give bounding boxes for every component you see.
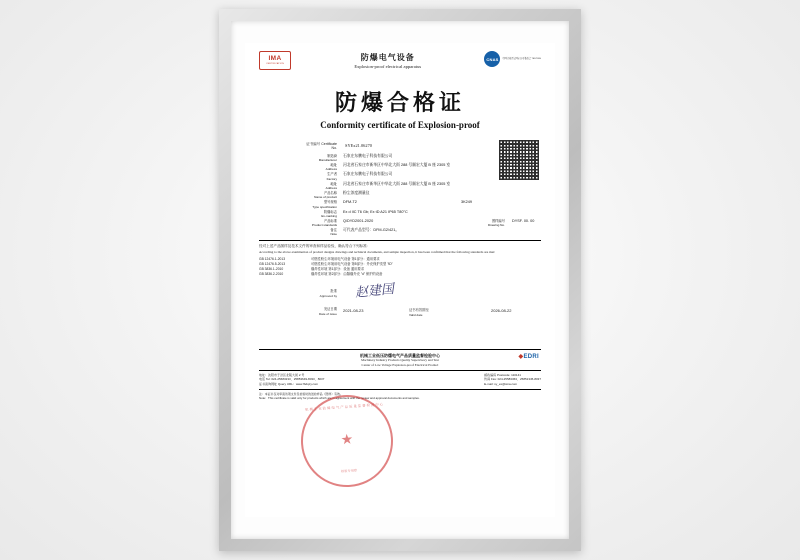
header-title-block [291, 51, 484, 70]
issuer-name-cn: 机械工业低压防爆电气产品质量监督检验中心 [360, 353, 440, 359]
drawing-no-value: DYSF. 00. 00 [512, 218, 535, 223]
standard-item [259, 272, 541, 277]
cnas-logo-mark: CNAS [484, 51, 500, 67]
field-product-standards [259, 219, 541, 227]
cnas-logo-text: 中国合格评定国家认可委员会 TESTING [502, 57, 541, 60]
ima-logo-subtext: CERTIFICATION [266, 63, 284, 66]
approval-label [299, 289, 337, 297]
valid-date-value: 2026-08-22 [491, 308, 512, 314]
field-label [259, 210, 341, 218]
seal-star-icon: ★ [340, 430, 354, 448]
valid-date-label-cn: 证书有效期至 [409, 308, 429, 313]
standard-code: GB 3836.2-2010 [259, 271, 284, 276]
approval-row [259, 281, 541, 307]
field-label [259, 200, 341, 208]
frame-inner-mat [231, 21, 569, 539]
issue-date-value: 2021-08-23 [343, 308, 364, 314]
field-label [259, 228, 341, 236]
field-label [259, 191, 341, 199]
field-value: 可代表产品型号：DFM-G2/421。 [343, 228, 400, 233]
standard-code: GB 3836.1-2010 [259, 266, 284, 271]
field-label-en: Name of product [314, 195, 337, 200]
certificate-number-row [259, 142, 541, 152]
footer-note-en: Note：This certificate is valid only for products which are in agreement with the review and approval documents and samples. [259, 396, 420, 401]
field-value: 石家庄东鹏电子科技有限公司 [343, 172, 393, 177]
standard-code: GB 12476.1-2013 [259, 257, 286, 262]
contact-block [259, 370, 541, 386]
field-value-right: 3K249 [461, 200, 472, 205]
field-label-en: Factory [326, 176, 337, 181]
drawing-no-label [461, 219, 509, 227]
field-value [341, 219, 541, 227]
field-factory-address [259, 182, 541, 190]
field-label-cn: 地址 [330, 163, 337, 168]
issuer-name-en-line2: Center of Low Voltage Explosion-proof Electrical Product [361, 362, 439, 367]
field-value-left: Q/DYD2001-2020 [343, 218, 374, 223]
header-title-cn: 防爆电气设备 [360, 53, 415, 62]
divider [259, 240, 541, 241]
standard-text: 可燃性粉尘环境用电气设备 第1部分：通用要求 [311, 257, 380, 262]
standard-text: 可燃性粉尘环境用电气设备 第5部分：外壳保护类型 "tD" [311, 262, 393, 267]
approver-signature: 赵建国 [354, 281, 395, 301]
field-type-specification [259, 200, 541, 208]
field-value-left: DFM-T2 [343, 200, 357, 205]
field-label-en: Type specification [312, 204, 337, 209]
footer-note-cn: 注：本证书仅对审查该项文件及检验时的送检样品（图样）有效。 [259, 391, 343, 396]
field-value: 粉尘浓度测量仪 [343, 190, 370, 195]
issue-date-label-en: Date of issue [318, 311, 337, 316]
contact-email[interactable]: E-mail: sy_ex@sina.com [484, 381, 518, 386]
standard-code: GB 12476.5-2013 [259, 262, 286, 267]
contact-left-column [259, 373, 324, 386]
field-value: 石家庄东鹏电子科技有限公司 [343, 153, 393, 158]
field-label-en: Product standards [311, 223, 337, 228]
seal-ring-text: 机械工业防爆电气产品质量监督检测中心 [305, 402, 385, 412]
edri-logo-icon: ◆EDRI [518, 354, 539, 361]
field-label-cn: 产品名称 [323, 190, 337, 195]
issuer-name-en-line1: Machinery Industry Products Quality Supervisory and Test [361, 358, 439, 363]
ima-logo-text: IMA [268, 54, 282, 62]
field-label [259, 172, 341, 180]
statement-cn: 经对上述产品图样及技术文件的审查和样品检验，确认符合下列标准： [259, 244, 371, 249]
certificate-header [259, 51, 541, 81]
contact-right-column [484, 373, 541, 386]
dates-row [259, 307, 541, 319]
field-label-en: Address [325, 185, 337, 190]
cnas-logo-icon [484, 51, 541, 67]
certificate-number-label-cn: 证书编号 [306, 141, 321, 146]
field-label-en: Manufacturer [318, 158, 337, 163]
field-label-cn: 地址 [330, 181, 337, 186]
approval-label-en: Approved by [319, 293, 337, 298]
footer-note [259, 389, 541, 400]
field-label-cn: 生产者 [327, 172, 337, 177]
ima-logo-icon [259, 51, 291, 70]
issuer-block [259, 349, 541, 367]
certificate-number-label [301, 142, 337, 151]
drawing-no-label-en: Drawing No. [487, 223, 505, 228]
valid-date-label-en: Valid date [409, 312, 423, 317]
contact-query-url[interactable]: 证书查询网址 Query URL：www.fbdqzy.com [259, 381, 319, 386]
approval-label-cn: 批准 [330, 289, 337, 294]
field-value: 河北省石家庄市新华区中华北大街 288 号颐宏大厦 B 座 2305 室 [343, 181, 451, 186]
field-ex-marking [259, 210, 541, 218]
field-note [259, 228, 541, 236]
main-title-en: Conformity certificate of Explosion-proof [320, 119, 480, 130]
standard-text: 爆炸性环境 第2部分：由隔爆外壳 "d" 保护的设备 [311, 271, 383, 276]
header-title-en: Explosion-proof electrical apparatus [354, 64, 422, 69]
issue-date-label-cn: 发证日期 [323, 307, 337, 312]
certificate-number-value: SYEx21.06270 [345, 142, 372, 148]
issue-date-label [299, 307, 337, 315]
field-label [259, 163, 341, 171]
field-label-cn: 产品标准 [323, 218, 337, 223]
main-title-cn: 防爆合格证 [334, 90, 465, 115]
drawing-no-label-cn: 图样编号 [491, 218, 505, 223]
field-product-name [259, 191, 541, 199]
seal-bottom-text: 检验专用章 [341, 468, 358, 474]
standards-list [259, 257, 541, 276]
field-value: 河北省石家庄市新华区中华北大街 288 号颐宏大厦 B 座 2305 室 [343, 163, 451, 168]
edri-logo-text: EDRI [523, 354, 539, 361]
picture-frame [219, 9, 581, 551]
field-label-cn: 防爆标志 [323, 209, 337, 214]
qr-code-icon [499, 140, 539, 180]
field-label-en: Ex-marking [321, 213, 337, 218]
contact-postcode: 邮政编码 Postcode: 110141 [484, 372, 521, 377]
field-label-cn: 备注 [330, 228, 337, 233]
contact-address: 地址：沈阳市于洪区北陵大街 2 号 [259, 372, 305, 377]
field-label-en: Address [325, 167, 337, 172]
field-value [341, 200, 541, 205]
field-label-cn: 制造商 [327, 153, 337, 158]
field-label [259, 219, 341, 227]
certificate-document [245, 43, 555, 517]
field-value: Ex d IIC T6 Gb; Ex tD A21 IP65 T80°C [343, 209, 408, 214]
contact-fax: 传真 Fax: 024-25583363、25851345-8037 [484, 377, 541, 382]
field-label-en: Note [330, 232, 337, 237]
statement-en: According to the above examination of product designs drawings and technical documents, and sample inspection, it has been confirmed that the following standards are met: [259, 249, 496, 254]
field-label [259, 182, 341, 190]
official-seal-icon [298, 392, 396, 490]
field-label-cn: 型号规格 [323, 200, 337, 205]
valid-date-label [409, 308, 429, 316]
certificate-number-label-en: Certificate No. [321, 141, 337, 151]
field-label [259, 154, 341, 162]
contact-phone: 电话 Tel: 024-25683233、25853649-8033、8037 [259, 377, 325, 382]
standard-text: 爆炸性环境 第1部分：设备 通用要求 [311, 266, 365, 271]
